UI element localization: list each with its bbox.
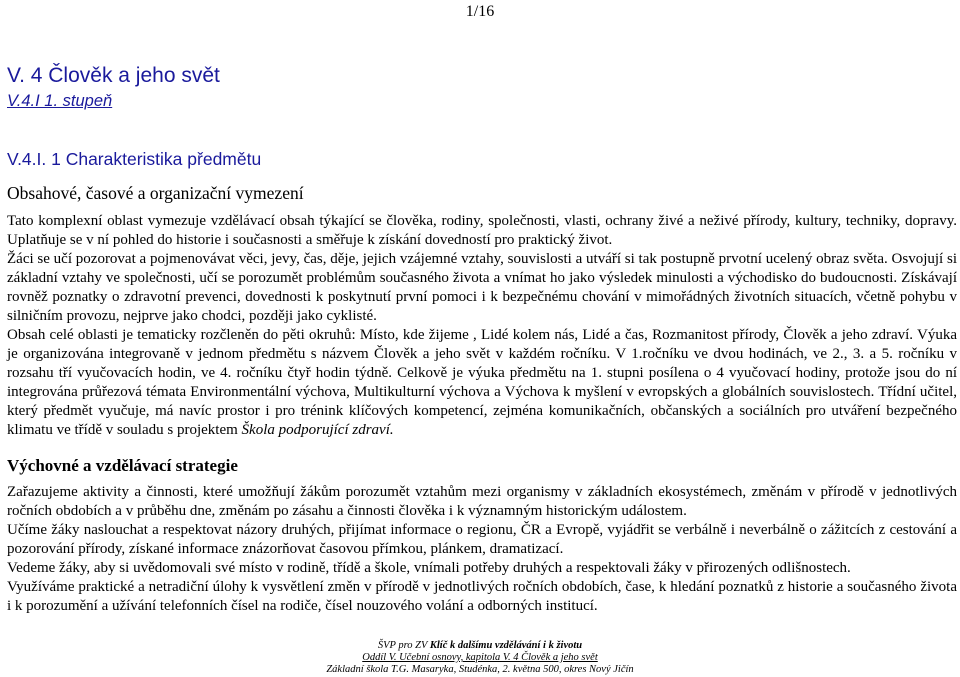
section-heading: V.4.I. 1 Charakteristika předmětu: [7, 149, 262, 169]
paragraph: Žáci se učí pozorovat a pojmenovávat věci, jevy, čas, děje, jejich vzájemné vztahy, souvislosti a utváří si tak postupně prvotní ucelený obraz světa. Osvojují si základní vztahy ve společnosti, učí se porozumět problémům současného života a vnímat ho jako výsledek minulosti a východisko do budoucnosti. Získávají rovněž poznatky o zdravotní prevenci, dovednosti k poskytnutí první pomoci i k bezpečnému chování v mimořádných životních situacích, včetně pohybu v silničním provozu, nejprve jako chodci, později jako cyklisté.: [7, 251, 957, 324]
grade-heading: V.4.I 1. stupeň: [7, 92, 113, 110]
characteristics-text: [7, 212, 957, 440]
project-name: Škola podporující zdraví.: [241, 422, 394, 438]
paragraph: Zařazujeme aktivity a činnosti, které umožňují žákům porozumět vztahům mezi organismy v základních ekosystémech, změnám v přírodě v jednotlivých ročních obdobích a v průběhu dne, změnám po zásahu a činnosti člověka i k významným historickým událostem.: [7, 484, 957, 519]
footer-line-3: Základní škola T.G. Masaryka, Studénka, 2. května 500, okres Nový Jičín: [326, 664, 634, 675]
paragraph: Tato komplexní oblast vymezuje vzdělávací obsah týkající se člověka, rodiny, společnosti, vlasti, ochrany živé a neživé přírody, kultury, techniky, dopravy. Uplatňuje se v ní pohled do historie i současnosti a směřuje k získání dovedností pro praktický život.: [7, 213, 957, 248]
footer-line-2: Oddíl V. Učební osnovy, kapitola V. 4 Člověk a jeho svět: [362, 652, 598, 663]
footer-prefix: ŠVP pro ZV: [377, 640, 430, 651]
chapter-title: V. 4 Člověk a jeho svět: [7, 64, 220, 87]
paragraph: [7, 326, 957, 440]
subheading: Obsahové, časové a organizační vymezení: [7, 183, 304, 203]
strategy-heading: Výchovné a vzdělávací strategie: [7, 456, 238, 475]
page-number: 1/16: [465, 3, 495, 20]
paragraph: Využíváme praktické a netradiční úlohy k vysvětlení změn v přírodě v jednotlivých ročních obdobích, čase, k hledání poznatků z historie a současného života i k porozumění a užívání telefonních čísel na rodiče, čísel nouzového volání a odborných institucí.: [7, 579, 957, 614]
paragraph: Učíme žáky naslouchat a respektovat názory druhých, přijímat informace o regionu, ČR a Evropě, vyjádřit se verbálně i neverbálně o zážitcích z cestování a pozorování přírody, získané informace znázorňovat časovou přímkou, plánkem, dramatizací.: [7, 522, 957, 557]
footer-motto: Klíč k dalšímu vzdělávání i k životu: [429, 640, 583, 651]
strategy-text: [7, 483, 957, 616]
footer-line-1: [0, 640, 960, 652]
paragraph: Vedeme žáky, aby si uvědomovali své místo v rodině, třídě a škole, vnímali potřeby druhých a respektovali žáky v přirozených odlišnostech.: [7, 560, 851, 576]
paragraph-text: Obsah celé oblasti je tematicky rozčleněn do pěti okruhů: Místo, kde žijeme , Lidé kolem nás, Lidé a čas, Rozmanitost přírody, Člověk a jeho zdraví. Výuka je organizována integrovaně v jednom předmětu s názvem Člověk a jeho svět v každém ročníku. V 1.ročníku ve dvou hodinách, ve 2., 3. a 5. ročníku v rozsahu tří vyučovacích hodin, ve 4. ročníku čtyř hodin týdně. Celkově je výuka předmětu na 1. stupni posílena o 4 vyučovací hodiny, protože jsou do ní integrována průřezová témata Environmentální výchova, Multikulturní výchova a Výchova k myšlení v evropských a globálních souvislostech. Třídní učitel, který předmět vyučuje, má navíc prostor i pro trénink klíčových kompetencí, zejména komunikačních, občanských a sociálních pro utváření bezpečného klimatu ve třídě v souladu s projektem: [7, 327, 957, 438]
